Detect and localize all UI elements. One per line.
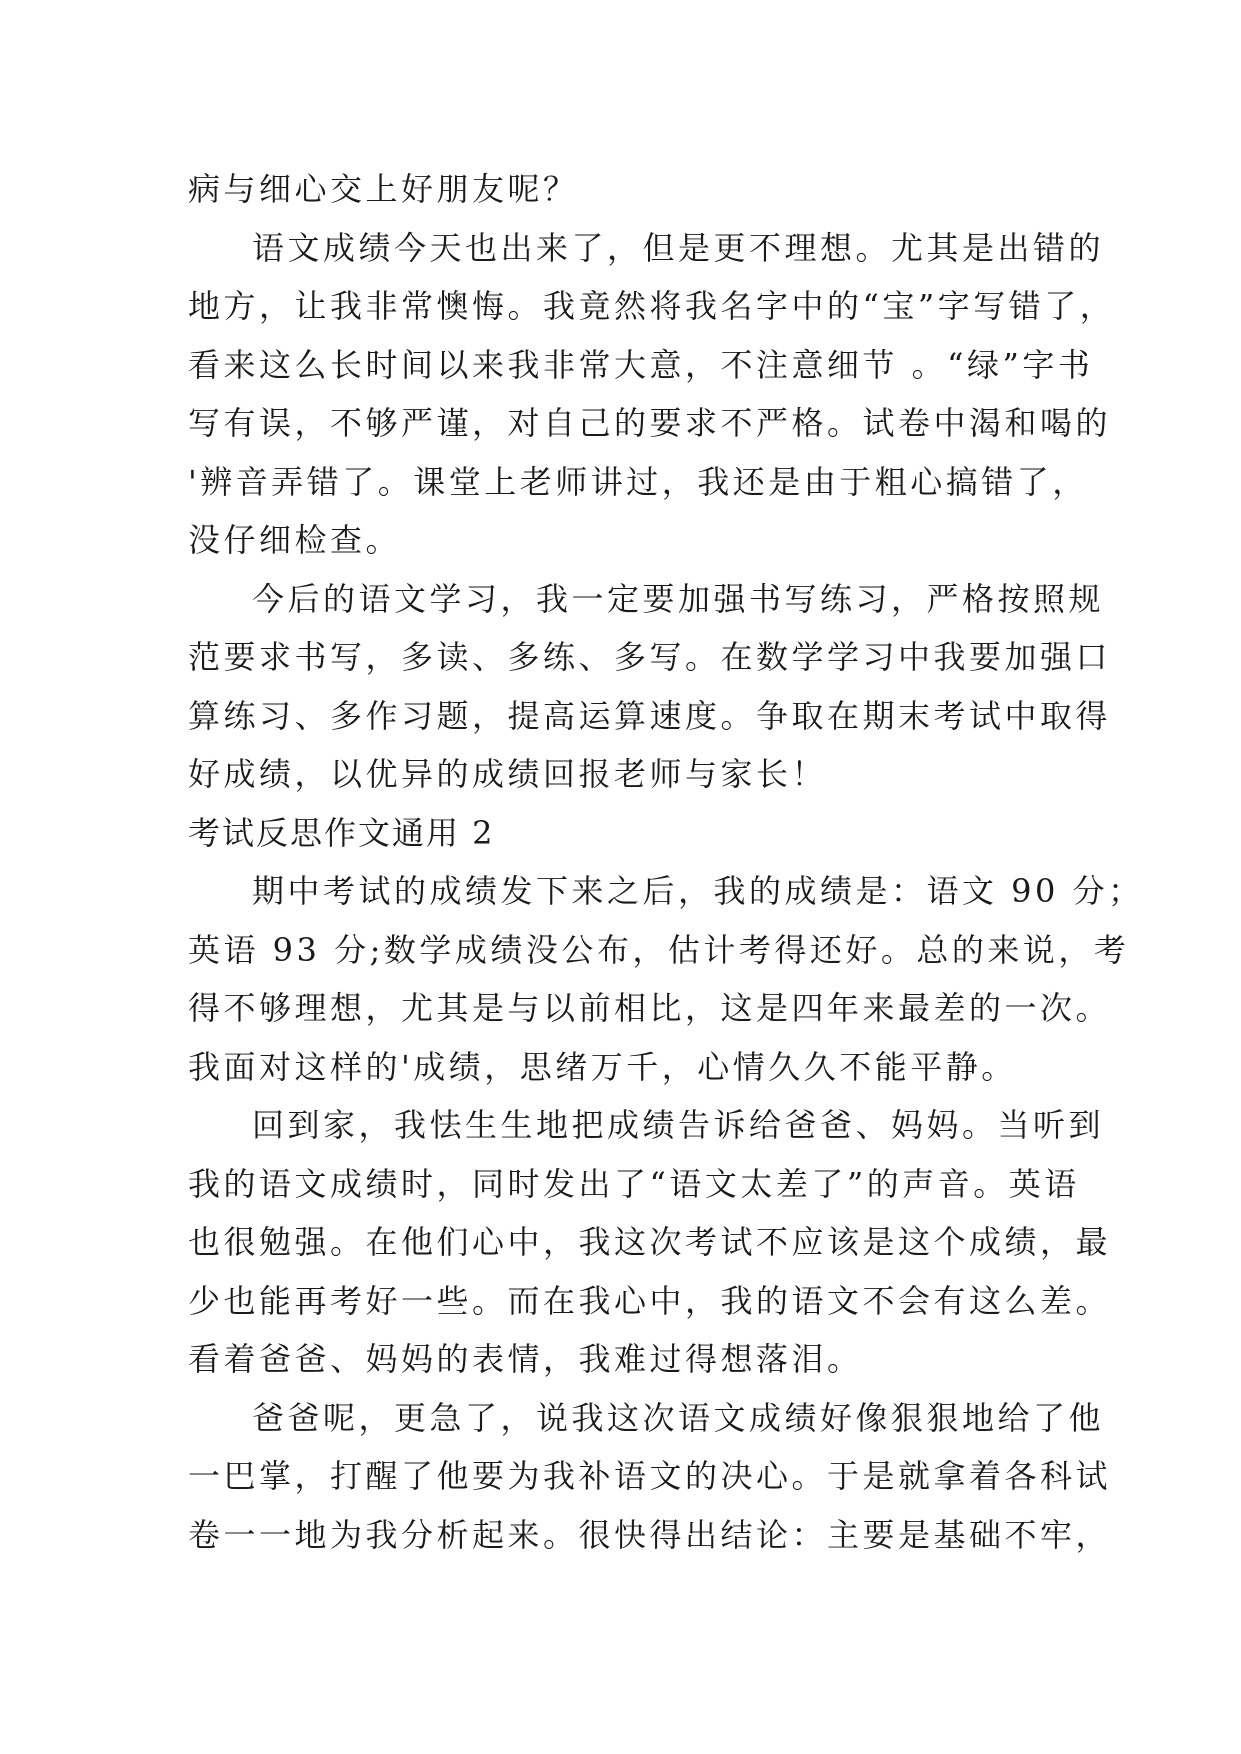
text-line: 回到家，我怯生生地把成绩告诉给爸爸、妈妈。当听到: [252, 1106, 1105, 1144]
text-line: 期中考试的成绩发下来之后，我的成绩是：语文 90 分；: [252, 872, 1144, 910]
section-heading: 考试反思作文通用 2: [188, 813, 495, 852]
text-line: 爸爸呢，更急了，说我这次语文成绩好像狠狠地给了他: [252, 1398, 1105, 1437]
text-line: 范要求书写，多读、多练、多写。在数学学习中我要加强口: [188, 638, 1112, 676]
text-line: 看着爸爸、妈妈的表情，我难过得想落泪。: [188, 1340, 863, 1378]
text-line: 也很勉强。在他们心中，我这次考试不应该是这个成绩，最: [188, 1223, 1112, 1261]
document-page: [188, 160, 1144, 1564]
text-line: '辨音弄错了。课堂上老师讲过，我还是由于粗心搞错了，: [188, 462, 1088, 501]
text-line: 少也能再考好一些。而在我心中，我的语文不会有这么差。: [188, 1281, 1112, 1320]
text-line: 得不够理想，尤其是与以前相比，这是四年来最差的一次。: [188, 989, 1112, 1027]
text-line: 看来这么长时间以来我非常大意，不注意细节 。“绿”字书: [188, 345, 1094, 384]
text-line: 好成绩，以优异的成绩回报老师与家长！: [188, 755, 828, 793]
text-line: 今后的语文学习，我一定要加强书写练习，严格按照规: [252, 579, 1105, 618]
text-line: 地方，让我非常懊悔。我竟然将我名字中的“宝”字写错了，: [188, 287, 1116, 325]
text-line: 病与细心交上好朋友呢？: [188, 170, 579, 208]
text-line: 我的语文成绩时，同时发出了“语文太差了”的声音。英语: [188, 1164, 1080, 1203]
text-line: 语文成绩今天也出来了，但是更不理想。尤其是出错的: [252, 228, 1105, 267]
text-line: 英语 93 分;数学成绩没公布，估计考得还好。总的来说，考: [188, 930, 1130, 969]
text-line: 没仔细检查。: [188, 521, 402, 559]
text-line: 我面对这样的'成绩，思绪万千，心情久久不能平静。: [188, 1047, 1017, 1086]
text-line: 一巴掌，打醒了他要为我补语文的决心。于是就拿着各科试: [188, 1457, 1112, 1495]
text-line: 写有误，不够严谨，对自己的要求不严格。试卷中渴和喝的: [188, 404, 1112, 442]
text-line: 卷一一地为我分析起来。很快得出结论：主要是基础不牢，: [188, 1515, 1112, 1554]
text-line: 算练习、多作习题，提高运算速度。争取在期末考试中取得: [188, 696, 1112, 735]
